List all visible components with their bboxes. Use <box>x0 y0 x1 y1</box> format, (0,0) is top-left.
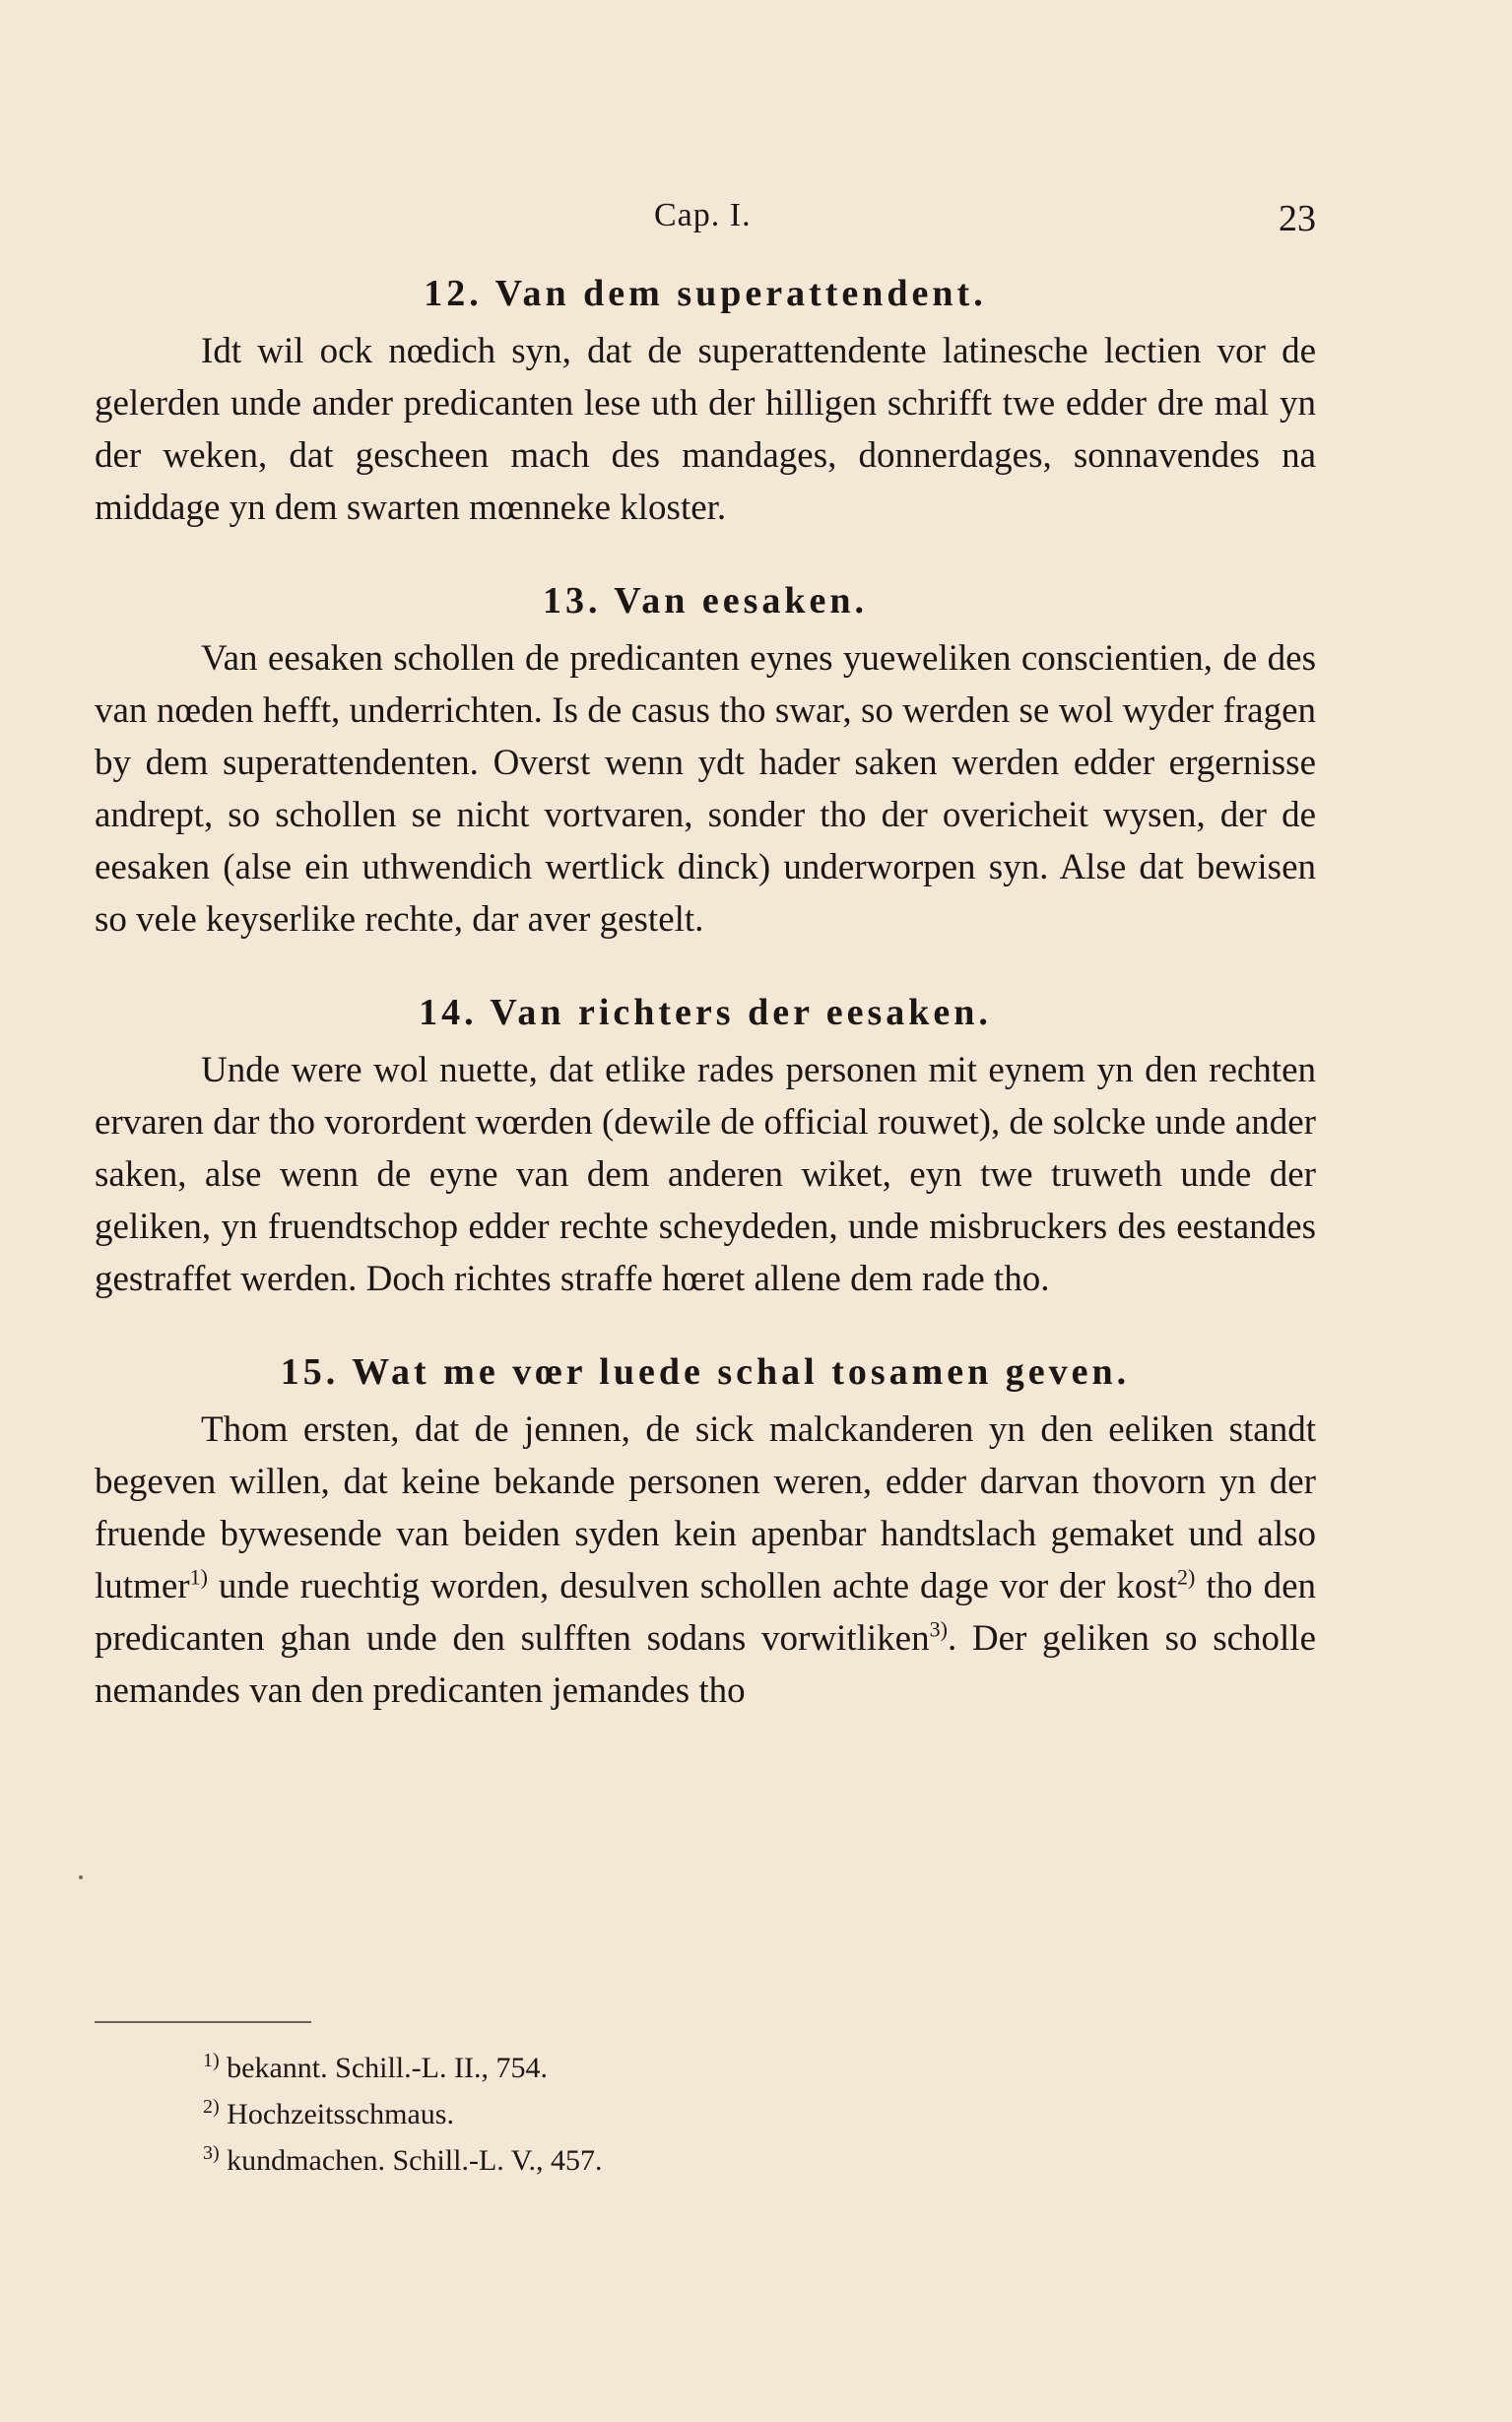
section-paragraph-13: Van eesaken schollen de predicanten eynes yueweliken conscientien, de des van nœden hefft, underrichten. Is de casus tho swar, so werden se wol wyder fragen by dem superattendenten. Overst wenn ydt hader saken werden edder ergernisse andrept, so schollen se nicht vortvaren, sonder tho der overicheit wysen, der de eesaken (alse ein uthwendich wertlick dinck) underworpen syn. Alse dat bewisen so vele keyserlike rechte, dar aver gestelt. <box>95 638 1316 940</box>
paragraph-text: . Der geliken so scholle nemandes van den predicanten jemandes tho <box>95 1618 1316 1711</box>
section-title-14: 14. Van richters der eesaken. <box>419 992 992 1033</box>
paragraph-text: Thom ersten, dat de jennen, de sick malckanderen yn den eeliken standt begeven willen, dat keine bekande personen weren, edder darvan thovorn yn der fruende bywesende van beiden syden kein apenbar handtslach gemaket und also lutmer <box>95 1409 1316 1606</box>
footnote-1 <box>95 2045 1316 2091</box>
main-text <box>95 268 1316 1717</box>
footnote-mark: 3) <box>203 2142 220 2164</box>
footnote-rule <box>95 2021 311 2023</box>
section-paragraph-15 <box>95 1404 1316 1717</box>
running-head <box>95 197 1316 242</box>
footnote-text: kundmachen. Schill.-L. V., 457. <box>227 2144 603 2177</box>
footnote-text: Hochzeitsschmaus. <box>227 2098 454 2130</box>
section-paragraph-14: Unde were wol nuette, dat etlike rades personen mit eynem yn den rechten ervaren dar tho vorordent wœrden (dewile de official rouwet), de solcke unde ander saken, alse wenn de eyne van dem anderen wiket, eyn twe truweth unde der geliken, yn fruendtschop edder rechte scheydeden, unde misbruckers des eestandes gestraffet werden. Doch richtes straffe hœret allene dem rade tho. <box>95 1050 1316 1299</box>
margin-mark <box>79 1875 83 1879</box>
paragraph-text: tho den predicanten ghan unde den sulfften sodans vorwitliken <box>95 1566 1316 1659</box>
footnote-2 <box>95 2091 1316 2137</box>
footnote-ref-3: 3) <box>929 1616 948 1642</box>
section-title-13: 13. Van eesaken. <box>542 580 869 622</box>
section-title-15: 15. Wat me vœr luede schal tosamen geven. <box>280 1351 1131 1393</box>
footnote-ref-1: 1) <box>189 1564 208 1590</box>
footnote-3 <box>95 2137 1316 2184</box>
footnote-text: bekannt. Schill.-L. II., 754. <box>227 2052 548 2084</box>
section-title-12: 12. Van dem superattendent. <box>424 273 987 314</box>
section-paragraph-12: Idt wil ock nœdich syn, dat de superattendente latinesche lectien vor de gelerden unde ander predicanten lese uth der hilligen schrifft twe edder dre mal yn der weken, dat gescheen mach des mandages, donnerdages, sonnavendes na middage yn dem swarten mœnneke kloster. <box>95 331 1316 528</box>
footnote-mark: 1) <box>203 2050 220 2071</box>
footnotes <box>95 2021 1316 2184</box>
footnote-ref-2: 2) <box>1177 1564 1196 1590</box>
chapter-label: Cap. I. <box>654 197 752 233</box>
paragraph-text: unde ruechtig worden, desulven schollen achte dage vor der kost <box>207 1566 1178 1606</box>
page-number: 23 <box>1279 198 1316 239</box>
footnote-mark: 2) <box>203 2096 220 2118</box>
